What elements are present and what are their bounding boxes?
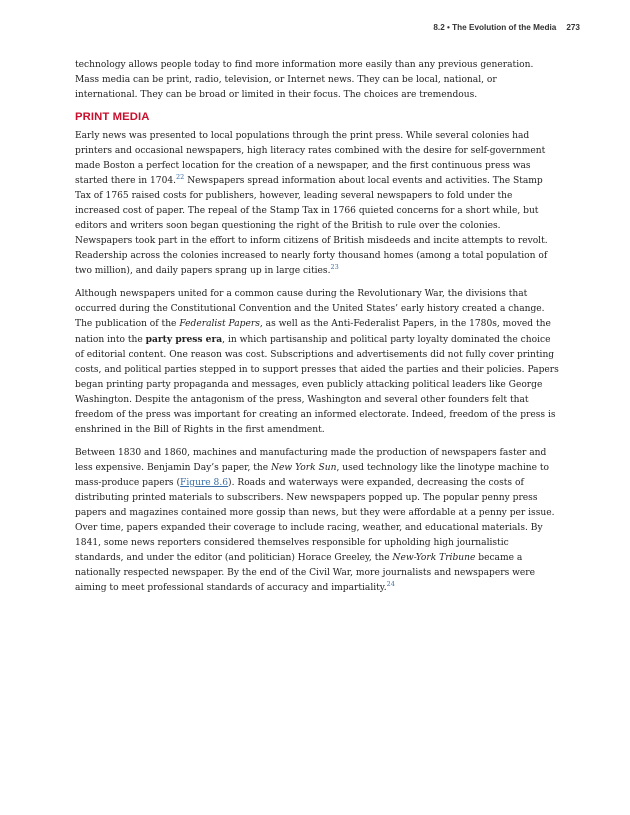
italic-term-new-york-sun: New York Sun [271, 463, 337, 473]
footnote-ref-22[interactable]: 22 [176, 172, 185, 181]
footnote-ref-24[interactable]: 24 [386, 579, 395, 588]
key-term-party-press-era: party press era [145, 334, 223, 345]
italic-term-federalist-papers: Federalist Papers [179, 319, 260, 329]
paragraph-penny-press [75, 446, 560, 596]
paragraph-text: became a nationally respected newspaper. By the end of the Civil War, more journalists and newspapers were aiming to meet professional standards of accuracy and impartiality. [75, 553, 536, 593]
paragraph-print-press [75, 129, 560, 279]
paragraph-text: , in which partisanship and political party loyalty dominated the choice of editorial content. One reason was cost. Subscriptions and advertisements did not fully cover printing costs, and political parties stepped in to support presses that aided the parties and their policies. Papers began printing party propaganda and messages, even publicly attacking political leaders like George Washington. Despite the antagonism of the press, Washington and several other founders felt that freedom of the press was important for creating an informed electorate. Indeed, freedom of the press is enshrined in the Bill of Rights in the first amendment. [75, 335, 559, 435]
page-header [433, 23, 580, 32]
page-number: 273 [566, 23, 580, 32]
figure-link-8-6[interactable]: Figure 8.6 [180, 478, 229, 488]
section-heading: PRINT MEDIA [75, 111, 150, 123]
paragraph-text: ). Roads and waterways were expanded, decreasing the costs of distributing printed materials to subscribers. New newspapers popped up. The popular penny press papers and magazines contained more gossip than news, but they were affordable at a penny per issue. Over time, papers expanded their coverage to include racing, weather, and educational materials. By 1841, some news reporters considered themselves responsible for upholding high journalistic standards, and under the editor (and politician) Horace Greeley, the [75, 478, 555, 563]
italic-term-new-york-tribune: New-York Tribune [392, 553, 476, 563]
paragraph-text: Although newspapers united for a common cause during the Revolutionary War, the divisions that occurred during the Constitutional Convention and the United States’ early history created a change. The publication of the [75, 289, 545, 329]
paragraph-text: , as well as the Anti-Federalist Papers, in the 1780s, moved the nation into the [75, 319, 551, 345]
paragraph-text: Early news was presented to local populations through the print press. While several colonies had printers and occasional newspapers, high literacy rates combined with the desire for self-government made Boston a perfect location for the creation of a newspaper, and the first continuous press was started there in 1704. [75, 131, 546, 186]
section-title: 8.2 • The Evolution of the Media [433, 23, 557, 32]
paragraph-party-press [75, 287, 560, 438]
footnote-ref-23[interactable]: 23 [330, 262, 339, 271]
paragraph-text: Newspapers spread information about local events and activities. The Stamp Tax of 1765 raised costs for publishers, however, leading several newspapers to fold under the increased cost of paper. The repeal of the Stamp Tax in 1766 quieted concerns for a short while, but editors and writers soon began questioning the right of the British to rule over the colonies. Newspapers took part in the effort to inform citizens of British misdeeds and incite attempts to revolt. Readership across the colonies increased to nearly forty thousand homes (among a total population of two million), and daily papers sprang up in large cities. [75, 176, 548, 276]
paragraph-text: , used technology like the linotype machine to mass-produce papers ( [75, 463, 549, 488]
intro-paragraph: technology allows people today to find more information more easily than any previous generation. Mass media can be print, radio, television, or Internet news. They can be local, national, or international. They can be broad or limited in their focus. The choices are tremendous. [75, 60, 534, 100]
page-content [75, 58, 560, 604]
paragraph-text: Between 1830 and 1860, machines and manufacturing made the production of newspapers faster and less expensive. Benjamin Day’s paper, the [75, 448, 547, 473]
